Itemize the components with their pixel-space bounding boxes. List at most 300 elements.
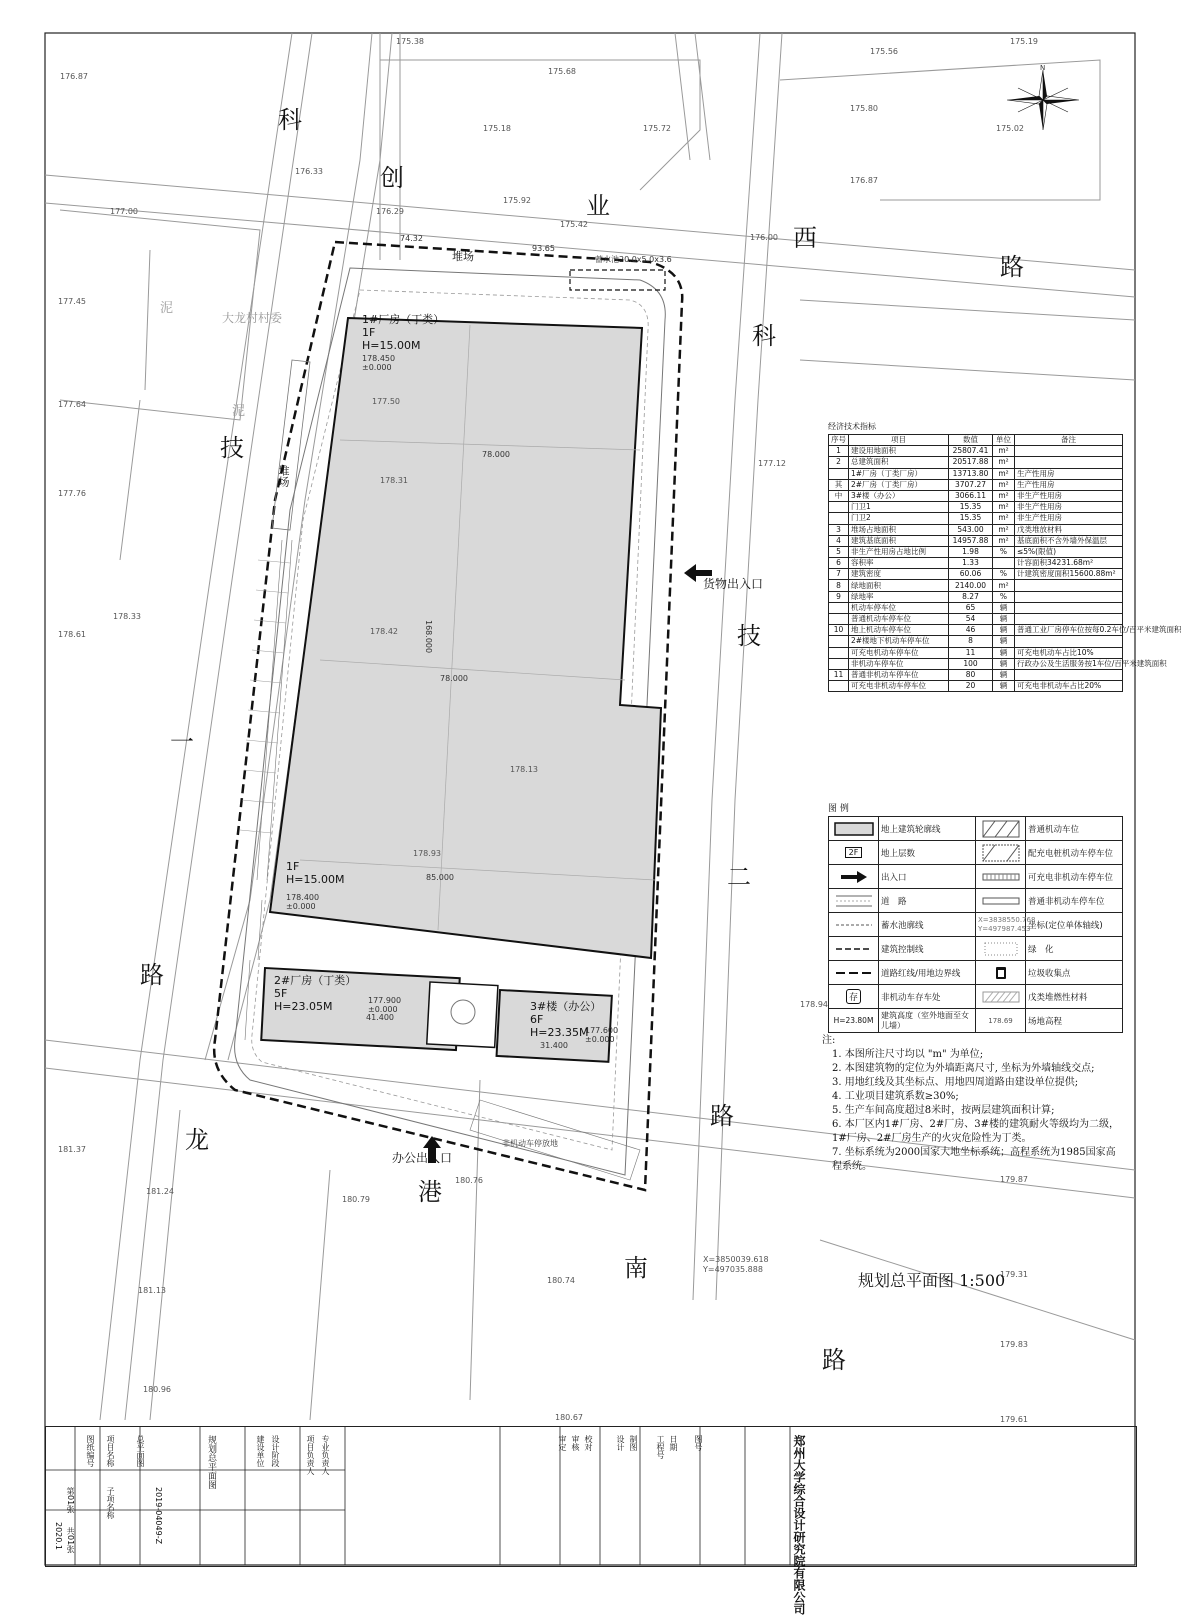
- dim-left-height: 168.000: [424, 620, 433, 654]
- mud-label-2: 泥: [232, 404, 246, 419]
- building-3-floors: 6F: [530, 1013, 544, 1026]
- road-north-char-2: 创: [380, 164, 404, 192]
- legend-row: [829, 889, 1123, 913]
- bike-parking-icon: [981, 896, 1021, 906]
- tech-cell: 辆: [993, 681, 1015, 692]
- elev-20: 177.50: [372, 397, 400, 406]
- cargo-entrance-label: 货物出入口: [703, 577, 764, 591]
- tech-cell: 13713.80: [949, 468, 993, 479]
- note-item: 4. 工业项目建筑系数≥30%;: [832, 1091, 959, 1102]
- tb-field: 项目负责人: [306, 1435, 315, 1475]
- tech-cell: 辆: [993, 669, 1015, 680]
- tech-cell: 可充电非机动车占比20%: [1015, 681, 1123, 692]
- legend-label: 普通非机动车停车位: [1026, 889, 1123, 913]
- tech-cell: 建设用地面积: [849, 446, 949, 457]
- tech-cell: 建筑密度: [849, 569, 949, 580]
- tech-cell: 辆: [993, 647, 1015, 658]
- tech-cell: 3707.27: [949, 479, 993, 490]
- tech-cell: 1.33: [949, 558, 993, 569]
- tech-row: [829, 647, 1123, 658]
- elev-35: 179.87: [1000, 1175, 1028, 1184]
- dim-b2-bottom: 41.400: [366, 1013, 394, 1022]
- tech-cell: 1: [829, 446, 849, 457]
- tech-cell: 10: [829, 625, 849, 636]
- dim-road-top-1: 74.32: [400, 234, 423, 243]
- drawing-number: 2019-04049-Z: [154, 1487, 163, 1545]
- red-line-icon: [834, 968, 874, 978]
- road-north-char-4: 西: [793, 224, 817, 252]
- tech-cell: [829, 647, 849, 658]
- tech-cell: m²: [993, 524, 1015, 535]
- tech-cell: 非生产性用房: [1015, 513, 1123, 524]
- tech-header-cell: 项目: [849, 435, 949, 446]
- elev-8: 175.02: [996, 124, 1024, 133]
- tech-cell: [829, 636, 849, 647]
- legend-row: [829, 913, 1123, 937]
- tech-row: [829, 468, 1123, 479]
- tech-header-cell: 备注: [1015, 435, 1123, 446]
- tech-cell: 建筑基底面积: [849, 535, 949, 546]
- tech-cell: m²: [993, 479, 1015, 490]
- road-east-char-3: 二: [727, 863, 751, 891]
- floor-count-icon: 2F: [845, 847, 863, 858]
- road-east-char-1: 科: [752, 322, 776, 350]
- elev-16: 177.45: [58, 297, 86, 306]
- tech-cell: 6: [829, 558, 849, 569]
- tech-cell: [1015, 457, 1123, 468]
- tech-cell: 543.00: [949, 524, 993, 535]
- elev-24: 178.33: [113, 612, 141, 621]
- note-item: 3. 用地红线及其坐标点、用地四周道路由建设单位提供;: [832, 1077, 1079, 1088]
- elev-38: 180.67: [555, 1413, 583, 1422]
- tech-cell: [829, 468, 849, 479]
- tech-indicators-table: [828, 421, 1181, 692]
- legend: [828, 801, 1122, 1033]
- tech-cell: 8: [829, 580, 849, 591]
- tech-cell: 绿地率: [849, 591, 949, 602]
- tb-field: 审核: [571, 1435, 580, 1451]
- note-item: 5. 生产车间高度超过8米时，按两层建筑面积计算;: [832, 1105, 1055, 1116]
- elev-15: 177.00: [110, 207, 138, 216]
- tech-cell: 11: [949, 647, 993, 658]
- elev-26: 178.93: [413, 849, 441, 858]
- tb-field: 图号: [694, 1435, 703, 1451]
- tech-cell: 普通工业厂房停车位按每0.2车位/百平米建筑面积: [1015, 625, 1123, 636]
- bike-storage-icon: 存: [846, 989, 861, 1004]
- storage-yard-label: 堆场: [452, 250, 474, 263]
- tech-cell: 1.98: [949, 546, 993, 557]
- building-1-height-bottom: H=15.00M: [286, 873, 345, 886]
- tech-cell: m²: [993, 580, 1015, 591]
- legend-label: 垃圾收集点: [1026, 961, 1123, 985]
- elev-22: 178.61: [58, 630, 86, 639]
- road-icon: [834, 893, 874, 909]
- tech-cell: 计容面积34231.68m²: [1015, 558, 1123, 569]
- legend-label: 蓄水池廓线: [879, 913, 976, 937]
- tech-cell: 11: [829, 669, 849, 680]
- legend-row: [829, 961, 1123, 985]
- coord-bottom-y: Y=497035.888: [703, 1265, 763, 1274]
- tech-cell: 46: [949, 625, 993, 636]
- tech-cell: 1#厂房（丁类厂房）: [849, 468, 949, 479]
- tech-cell: 门卫2: [849, 513, 949, 524]
- legend-label: 戊类堆燃性材料: [1026, 985, 1123, 1009]
- tb-field: 项目名称: [106, 1435, 115, 1467]
- tech-cell: m²: [993, 457, 1015, 468]
- tech-cell: 60.06: [949, 569, 993, 580]
- tech-cell: 15.35: [949, 513, 993, 524]
- legend-row: [829, 841, 1123, 865]
- tech-cell: 8: [949, 636, 993, 647]
- coord-bottom-x: X=3850039.618: [703, 1255, 769, 1264]
- tech-cell: 机动车停车位: [849, 602, 949, 613]
- elev-23: 178.42: [370, 627, 398, 636]
- coord-y-sample: Y=497987.453: [978, 924, 1031, 933]
- greenery-icon: [981, 941, 1021, 957]
- building-1-name: 1#厂房（丁类）: [362, 313, 445, 326]
- tech-cell: 辆: [993, 636, 1015, 647]
- tech-cell: 20517.88: [949, 457, 993, 468]
- road-south-char-4: 路: [822, 1346, 846, 1374]
- coord-x-sample: X=3838550.768: [978, 915, 1036, 924]
- tech-cell: %: [993, 591, 1015, 602]
- legend-label: 地上建筑轮廓线: [879, 817, 976, 841]
- title-block: [45, 1426, 1137, 1615]
- legend-label: 出入口: [879, 865, 976, 889]
- road-north-char-1: 科: [278, 106, 302, 134]
- parking-space-icon: [981, 820, 1021, 838]
- elev-9: 176.33: [295, 167, 323, 176]
- building-3-elev: 177.600: [585, 1026, 619, 1035]
- height-sample: H=23.80M: [829, 1009, 879, 1033]
- drawing-name: 规划总平面图: [206, 1435, 216, 1489]
- elev-36: 179.83: [1000, 1340, 1028, 1349]
- tb-field: 制图: [629, 1435, 638, 1451]
- tech-cell: 非生产性用房占地比例: [849, 546, 949, 557]
- tech-cell: [829, 658, 849, 669]
- building-2-name: 2#厂房（丁类）: [274, 974, 357, 987]
- elev-19: 178.31: [380, 476, 408, 485]
- tb-field: 审定: [558, 1435, 567, 1451]
- tech-cell: 65: [949, 602, 993, 613]
- road-west-char-3: 路: [140, 961, 164, 989]
- building-2-core: [427, 982, 498, 1047]
- tech-cell: 9: [829, 591, 849, 602]
- tech-row: [829, 669, 1123, 680]
- tb-field: 专业负责人: [321, 1435, 330, 1475]
- tech-cell: 非生产性用房: [1015, 490, 1123, 501]
- tb-field: 设计: [616, 1435, 625, 1451]
- tech-row: [829, 558, 1123, 569]
- dim-road-top-2: 93.65: [532, 244, 555, 253]
- tech-cell: 总建筑面积: [849, 457, 949, 468]
- elev-32: 181.13: [138, 1286, 166, 1295]
- plan-title: 规划总平面图 1:500: [858, 1271, 1006, 1290]
- tb-field: 日期: [669, 1435, 678, 1451]
- tech-row: [829, 513, 1123, 524]
- tech-cell: 4: [829, 535, 849, 546]
- tech-cell: 辆: [993, 658, 1015, 669]
- tech-cell: 生产性用房: [1015, 468, 1123, 479]
- elev-18: 177.76: [58, 489, 86, 498]
- tech-cell: [829, 614, 849, 625]
- building-2-height: H=23.05M: [274, 1000, 333, 1013]
- elev-13: 176.00: [750, 233, 778, 242]
- tech-cell: [1015, 669, 1123, 680]
- tech-cell: 辆: [993, 625, 1015, 636]
- tech-cell: 戊类堆放材料: [1015, 524, 1123, 535]
- building-1-zero-bottom: ±0.000: [286, 902, 316, 911]
- legend-row: [829, 1009, 1123, 1033]
- tech-cell: [1015, 602, 1123, 613]
- elev-27: 178.94: [800, 1000, 828, 1009]
- water-tank-outline-icon: [834, 920, 874, 930]
- tech-cell: [829, 502, 849, 513]
- tech-row: [829, 580, 1123, 591]
- tank-note: 蓄水池20.0x5.0x3.6: [595, 255, 672, 264]
- legend-label: 可充电非机动车停车位: [1026, 865, 1123, 889]
- tech-row: [829, 602, 1123, 613]
- tech-cell: m²: [993, 535, 1015, 546]
- tech-row: [829, 569, 1123, 580]
- tech-cell: m²: [993, 446, 1015, 457]
- tech-cell: 行政办公及生活服务按1车位/百平米建筑面积: [1015, 658, 1123, 669]
- tech-cell: [1015, 614, 1123, 625]
- building-3-name: 3#楼（办公）: [530, 1000, 602, 1013]
- tech-cell: 普通非机动车停车位: [849, 669, 949, 680]
- tech-header-cell: 序号: [829, 435, 849, 446]
- tech-cell: 3#楼（办公）: [849, 490, 949, 501]
- water-tank: [570, 270, 665, 290]
- tech-cell: [1015, 446, 1123, 457]
- elev-28: 181.37: [58, 1145, 86, 1154]
- tech-cell: 非机动车停车位: [849, 658, 949, 669]
- elev-30: 180.79: [342, 1195, 370, 1204]
- building-1-zero: ±0.000: [362, 363, 392, 372]
- tech-row: [829, 490, 1123, 501]
- elev-sample: 178.69: [976, 1009, 1026, 1033]
- tech-cell: 3066.11: [949, 490, 993, 501]
- tech-cell: 地上机动车停车位: [849, 625, 949, 636]
- legend-row: [829, 817, 1123, 841]
- road-east-char-2: 技: [737, 622, 761, 650]
- legend-label: 建筑高度（室外地面至女儿墙）: [879, 1009, 976, 1033]
- elev-29: 181.24: [146, 1187, 174, 1196]
- tech-row: [829, 681, 1123, 692]
- tech-row: [829, 614, 1123, 625]
- tech-cell: 80: [949, 669, 993, 680]
- storage-yard-label-west: 堆场: [277, 465, 290, 487]
- elev-4: 176.87: [60, 72, 88, 81]
- tech-row: [829, 479, 1123, 490]
- building-2-zero: ±0.000: [368, 1005, 398, 1014]
- tech-cell: 7: [829, 569, 849, 580]
- trash-bin-icon: [994, 965, 1008, 981]
- tech-cell: 可充电非机动车停车位: [849, 681, 949, 692]
- legend-label: 地上层数: [879, 841, 976, 865]
- tech-cell: m²: [993, 513, 1015, 524]
- tb-field: 建设单位: [256, 1435, 265, 1467]
- tech-cell: 生产性用房: [1015, 479, 1123, 490]
- note-item: 7. 坐标系统为2000国家大地坐标系统；高程系统为1985国家高程系统。: [832, 1147, 1116, 1172]
- elev-7: 175.80: [850, 104, 878, 113]
- sheet-total: 共01张: [66, 1527, 75, 1554]
- tech-cell: 辆: [993, 614, 1015, 625]
- legend-row: [829, 865, 1123, 889]
- building-outline-icon: [834, 822, 874, 836]
- tech-cell: [1015, 591, 1123, 602]
- tech-row: [829, 524, 1123, 535]
- tech-cell: 3: [829, 524, 849, 535]
- tech-cell: 可充电机动车占比10%: [1015, 647, 1123, 658]
- tb-field: 子项名称: [106, 1487, 115, 1519]
- tech-cell: 54: [949, 614, 993, 625]
- tb-field: 校对: [584, 1435, 593, 1451]
- tech-cell: [829, 681, 849, 692]
- legend-title: 图 例: [828, 804, 849, 814]
- building-1-elev: 178.450: [362, 354, 396, 363]
- elev-6: 175.72: [643, 124, 671, 133]
- tech-cell: 堆场占地面积: [849, 524, 949, 535]
- legend-label: 绿 化: [1026, 937, 1123, 961]
- building-2-floors: 5F: [274, 987, 288, 1000]
- tech-cell: [829, 602, 849, 613]
- elev-2: 175.56: [870, 47, 898, 56]
- elev-14: 176.87: [850, 176, 878, 185]
- legend-label: 场地高程: [1026, 1009, 1123, 1033]
- legend-label: 坐标(定位单体轴线): [1026, 913, 1123, 937]
- institute-name: 郑州大学综合设计研究院有限公司: [792, 1435, 806, 1615]
- legend-label: 配充电桩机动车停车位: [1026, 841, 1123, 865]
- tech-row: [829, 625, 1123, 636]
- tech-row: [829, 502, 1123, 513]
- charging-bike-icon: [981, 872, 1021, 882]
- road-east-char-4: 路: [710, 1102, 734, 1130]
- road-west-char-1: 技: [220, 434, 244, 462]
- tech-cell: 普通机动车停车位: [849, 614, 949, 625]
- drawing-date: 2020.1: [54, 1522, 63, 1550]
- elev-17: 177.64: [58, 400, 86, 409]
- tech-cell: 2#楼地下机动车停车位: [849, 636, 949, 647]
- north-arrow-icon: [1007, 70, 1079, 130]
- tech-cell: 绿地面积: [849, 580, 949, 591]
- legend-label: 建筑控制线: [879, 937, 976, 961]
- tech-row: [829, 446, 1123, 457]
- tech-cell: 辆: [993, 602, 1015, 613]
- legend-label: 普通机动车位: [1026, 817, 1123, 841]
- tech-cell: 2140.00: [949, 580, 993, 591]
- hatch-material-icon: [981, 990, 1021, 1004]
- building-3-height: H=23.35M: [530, 1026, 589, 1039]
- dim-bottom: 85.000: [426, 873, 454, 882]
- building-1-floors: 1F: [362, 326, 376, 339]
- tech-cell: 非生产性用房: [1015, 502, 1123, 513]
- note-item: 1. 本图所注尺寸均以 "m" 为单位;: [832, 1049, 984, 1060]
- road-west-char-2: 一: [170, 728, 194, 756]
- tech-cell: 15.35: [949, 502, 993, 513]
- tech-cell: %: [993, 546, 1015, 557]
- tech-cell: 2#厂房（丁类厂房）: [849, 479, 949, 490]
- tech-cell: 可充电机动车停车位: [849, 647, 949, 658]
- tech-cell: 5: [829, 546, 849, 557]
- elev-33: 180.74: [547, 1276, 575, 1285]
- project-short: 总平面图: [136, 1435, 145, 1467]
- tech-cell: 计建筑密度面积15600.88m²: [1015, 569, 1123, 580]
- road-north-char-3: 业: [586, 192, 610, 220]
- tech-cell: 20: [949, 681, 993, 692]
- mud-label-1: 泥: [160, 301, 174, 316]
- dim-top: 78.000: [482, 450, 510, 459]
- road-south-char-3: 南: [624, 1254, 648, 1282]
- tech-cell: ≤5%(限值): [1015, 546, 1123, 557]
- dim-mid: 78.000: [440, 674, 468, 683]
- tech-cell: 其: [829, 479, 849, 490]
- tech-cell: m²: [993, 468, 1015, 479]
- north-label: N: [1040, 64, 1046, 72]
- tech-cell: m²: [993, 502, 1015, 513]
- legend-label: 道 路: [879, 889, 976, 913]
- tech-cell: 8.27: [949, 591, 993, 602]
- tech-cell: 门卫1: [849, 502, 949, 513]
- tech-header-row: [829, 435, 1123, 446]
- tech-cell: [1015, 636, 1123, 647]
- tech-row: [829, 546, 1123, 557]
- elev-25: 178.13: [510, 765, 538, 774]
- tech-cell: [993, 558, 1015, 569]
- elev-3: 175.19: [1010, 37, 1038, 46]
- legend-row: [829, 937, 1123, 961]
- building-1-floors-bottom: 1F: [286, 860, 300, 873]
- tech-header-cell: 单位: [993, 435, 1015, 446]
- building-3-zero: ±0.000: [585, 1035, 615, 1044]
- elev-37: 179.61: [1000, 1415, 1028, 1424]
- tech-cell: 14957.88: [949, 535, 993, 546]
- road-south-char-1: 龙: [185, 1126, 209, 1154]
- tech-cell: 容积率: [849, 558, 949, 569]
- building-1-height: H=15.00M: [362, 339, 421, 352]
- tech-cell: %: [993, 569, 1015, 580]
- elev-12: 175.42: [560, 220, 588, 229]
- building-control-line-icon: [834, 944, 874, 954]
- tech-cell: m²: [993, 490, 1015, 501]
- elev-21: 177.12: [758, 459, 786, 468]
- road-north-char-5: 路: [1000, 253, 1024, 281]
- elev-34: 180.96: [143, 1385, 171, 1394]
- tech-cell: 中: [829, 490, 849, 501]
- elev-39: 179.31: [1000, 1270, 1028, 1279]
- tech-header-cell: 数值: [949, 435, 993, 446]
- tech-cell: [829, 513, 849, 524]
- tech-cell: 100: [949, 658, 993, 669]
- tech-cell: 2: [829, 457, 849, 468]
- elev-1: 175.68: [548, 67, 576, 76]
- legend-row: [829, 985, 1123, 1009]
- village-label: 大龙村村委: [222, 311, 283, 325]
- note-item: 2. 本图建筑物的定位为外墙距离尺寸, 坐标为外墙轴线交点;: [832, 1063, 1095, 1074]
- sheet-number: 第01张: [66, 1487, 75, 1514]
- tb-field: 设计阶段: [271, 1435, 280, 1467]
- entrance-arrow-icon: [839, 870, 869, 884]
- dim-b3-bottom: 31.400: [540, 1041, 568, 1050]
- elev-31: 180.76: [455, 1176, 483, 1185]
- tech-table-title: 经济技术指标: [828, 422, 876, 431]
- building-2-elev: 177.900: [368, 996, 402, 1005]
- tb-field: 图纸编号: [86, 1435, 95, 1467]
- tech-row: [829, 457, 1123, 468]
- note-item: 6. 本厂区内1#厂房、2#厂房、3#楼的建筑耐火等级均为二级，1#厂房、2#厂房生产的火灾危险性为丁类。: [832, 1119, 1119, 1144]
- elev-5: 175.18: [483, 124, 511, 133]
- elev-10: 175.92: [503, 196, 531, 205]
